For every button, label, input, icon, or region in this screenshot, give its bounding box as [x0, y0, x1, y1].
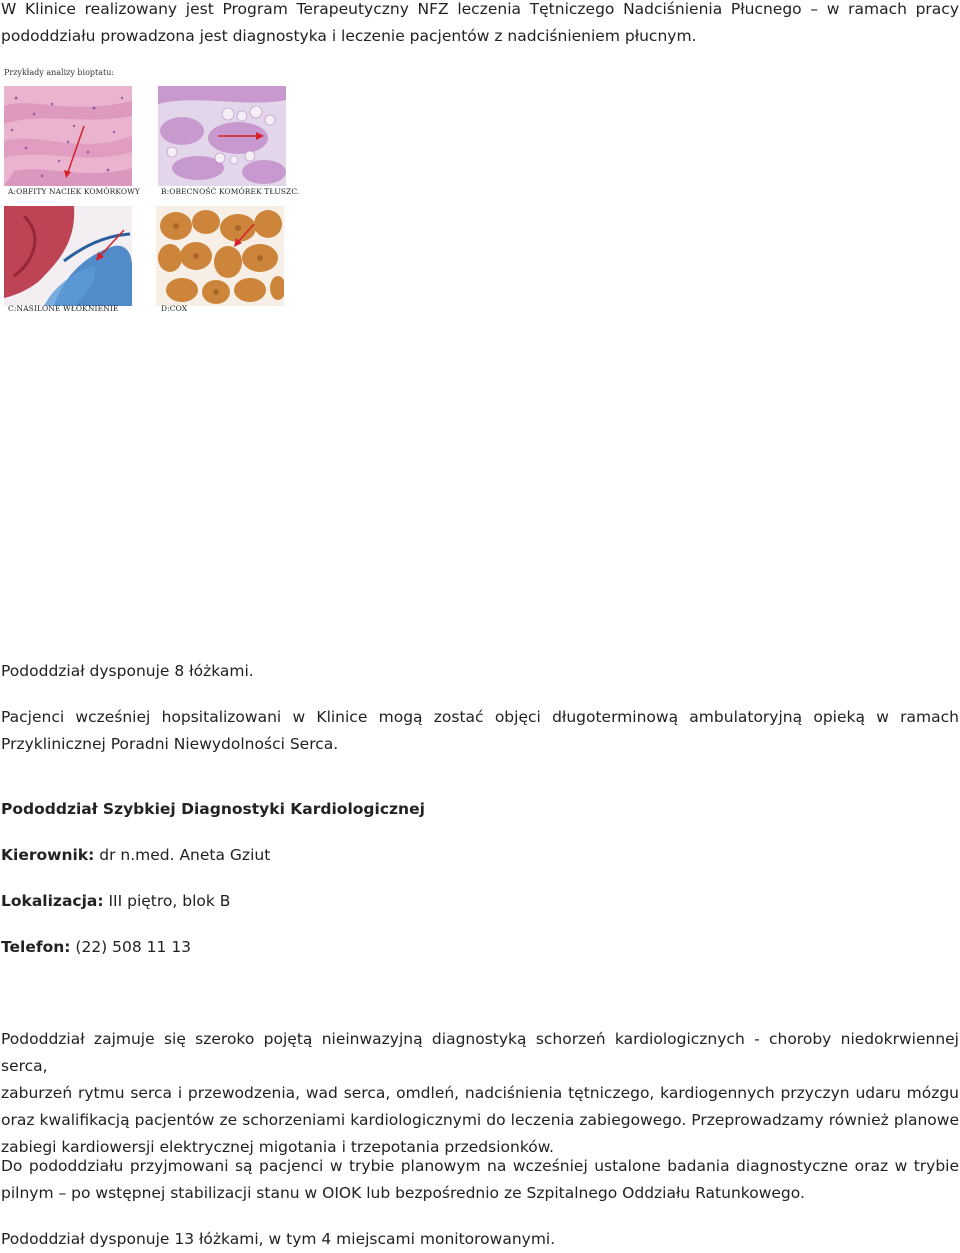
caption-d: D:COX	[161, 304, 188, 313]
beds-paragraph-2	[1, 1226, 959, 1253]
intro-line-2: pododdziału prowadzona jest diagnostyka i leczenie pacjentów z nadciśnieniem płucnym.	[1, 27, 697, 45]
head-row	[1, 842, 270, 869]
phone-value: (22) 508 11 13	[70, 938, 192, 956]
desc2-line-1: Do pododdziału przyjmowani są pacjenci w trybie planowym na wcześniej ustalone badania diagnostyczne oraz w trybie	[1, 1157, 959, 1175]
location-value: III piętro, blok B	[103, 892, 231, 910]
biopsy-image-c	[4, 206, 132, 306]
intro-line-1: W Klinice realizowany jest Program Terapeutyczny NFZ leczenia Tętniczego Nadciśnienia Płucnego – w ramach pracy	[1, 0, 959, 18]
desc1-line-3: oraz kwalifikacją pacjentów ze schorzeniami kardiologicznymi do leczenia zabiegowego. Przeprowadzamy również planowe	[1, 1111, 959, 1129]
section-heading: Pododdział Szybkiej Diagnostyki Kardiologicznej	[1, 800, 425, 818]
location-label: Lokalizacja:	[1, 892, 104, 910]
outpatient-line-1: Pacjenci wcześniej hopsitalizowani w Klinice mogą zostać objęci długoterminową ambulatoryjną opieką w ramach	[1, 708, 959, 726]
desc1-line-1: Pododdział zajmuje się szeroko pojętą nieinwazyjną diagnostyką schorzeń kardiologicznych - choroby niedokrwiennej serca,	[1, 1030, 959, 1075]
caption-a: A:OBFITY NACIEK KOMÓRKOWY	[8, 187, 140, 196]
description-paragraph-2	[1, 1153, 959, 1207]
caption-c: C:NASILONE WŁÓKNIENIE	[8, 304, 119, 313]
caption-b: B:OBECNOŚĆ KOMÓREK TŁUSZC.	[161, 187, 300, 196]
beds-paragraph-1	[1, 658, 959, 685]
location-row	[1, 888, 230, 915]
biopsy-image-b	[158, 86, 286, 186]
beds-text-2: Pododdział dysponuje 13 łóżkami, w tym 4 miejscami monitorowanymi.	[1, 1230, 556, 1248]
phone-label: Telefon:	[1, 938, 71, 956]
outpatient-line-2: Przyklinicznej Poradni Niewydolności Serca.	[1, 735, 339, 753]
head-value: dr n.med. Aneta Gziut	[94, 846, 271, 864]
desc1-line-2: zaburzeń rytmu serca i przewodzenia, wad serca, omdleń, nadciśnienia tętniczego, kardiogennych przyczyn udaru mózgu	[1, 1084, 959, 1102]
biopsy-figure	[2, 66, 300, 318]
outpatient-paragraph	[1, 704, 959, 758]
intro-paragraph	[1, 0, 959, 50]
description-paragraph-1	[1, 1026, 959, 1161]
biopsy-image-d	[156, 206, 284, 306]
biopsy-image-a	[4, 86, 132, 186]
desc2-line-2: pilnym – po wstępnej stabilizacji stanu w OIOK lub bezpośrednio ze Szpitalnego Oddziału Ratunkowego.	[1, 1184, 805, 1202]
head-label: Kierownik:	[1, 846, 95, 864]
desc1-line-4: zabiegi kardiowersji elektrycznej migotania i trzepotania przedsionków.	[1, 1138, 554, 1156]
phone-row	[1, 934, 191, 961]
beds-text-1: Pododdział dysponuje 8 łóżkami.	[1, 662, 254, 680]
figure-title: Przykłady analizy bioptatu:	[4, 68, 115, 77]
